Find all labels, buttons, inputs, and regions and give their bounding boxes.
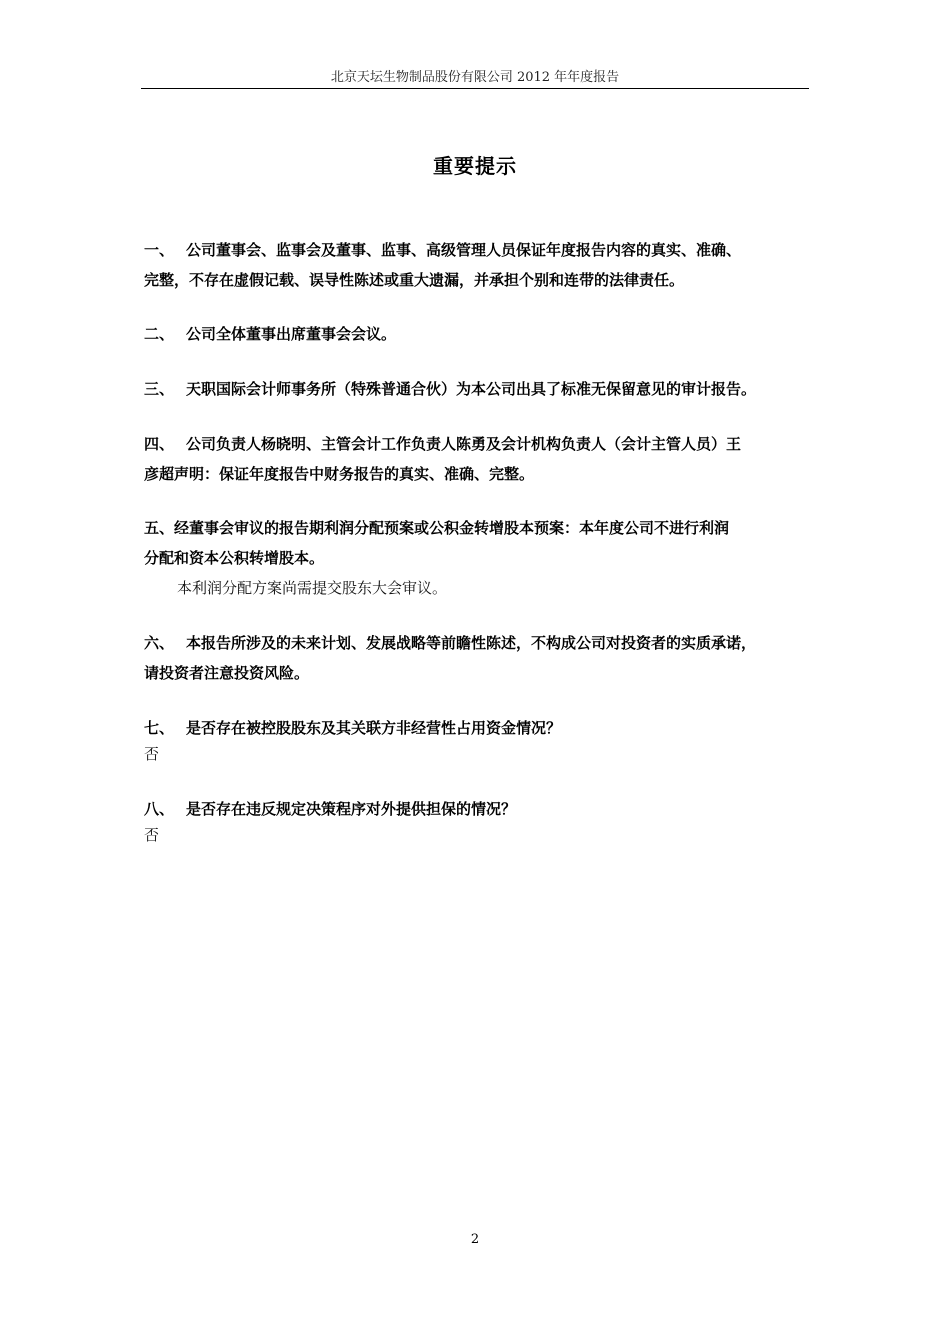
item-text: 本报告所涉及的未来计划、发展战略等前瞻性陈述，不构成公司对投资者的实质承诺， [186,634,757,652]
notice-item-6-continuation: 请投资者注意投资风险。 [144,664,310,682]
item-number: 七、 [144,719,175,737]
notice-item-5 [144,513,812,543]
item-number: 二、 [144,325,175,343]
notice-item-4 [144,429,812,459]
notice-item-8-answer: 否 [144,826,160,844]
item-text: 是否存在被控股股东及其关联方非经营性占用资金情况？ [186,719,562,737]
notice-item-5-note: 本利润分配方案尚需提交股东大会审议。 [177,579,448,597]
notice-item-4-continuation: 彦超声明：保证年度报告中财务报告的真实、准确、完整。 [144,465,535,483]
notice-item-7 [144,713,812,743]
notice-item-1-continuation: 完整，不存在虚假记载、误导性陈述或重大遗漏，并承担个别和连带的法律责任。 [144,271,685,289]
item-text: 天职国际会计师事务所（特殊普通合伙）为本公司出具了标准无保留意见的审计报告。 [186,380,757,398]
item-number: 六、 [144,634,175,652]
header-divider [141,88,809,89]
item-text: 公司负责人杨晓明、主管会计工作负责人陈勇及会计机构负责人（会计主管人员）王 [186,435,742,453]
item-number: 八、 [144,800,175,818]
notice-item-2 [144,319,812,349]
page-header: 北京天坛生物制品股份有限公司 2012 年年度报告 [330,70,620,85]
notice-item-7-answer: 否 [144,745,160,763]
item-text: 经董事会审议的报告期利润分配预案或公积金转增股本预案：本年度公司不进行利润 [174,519,730,537]
item-number: 三、 [144,380,175,398]
page-title: 重要提示 [433,154,517,178]
notice-item-8 [144,794,812,824]
notice-item-5-continuation: 分配和资本公积转增股本。 [144,549,325,567]
notice-item-3 [144,374,824,404]
item-number: 五、 [144,519,175,537]
page-number: 2 [470,1232,480,1247]
item-number: 一、 [144,241,175,259]
item-number: 四、 [144,435,175,453]
notice-item-6 [144,628,812,658]
item-text: 是否存在违反规定决策程序对外提供担保的情况？ [186,800,517,818]
item-text: 公司全体董事出席董事会会议。 [186,325,397,343]
notice-item-1 [144,235,812,265]
item-text: 公司董事会、监事会及董事、监事、高级管理人员保证年度报告内容的真实、准确、 [186,241,742,259]
